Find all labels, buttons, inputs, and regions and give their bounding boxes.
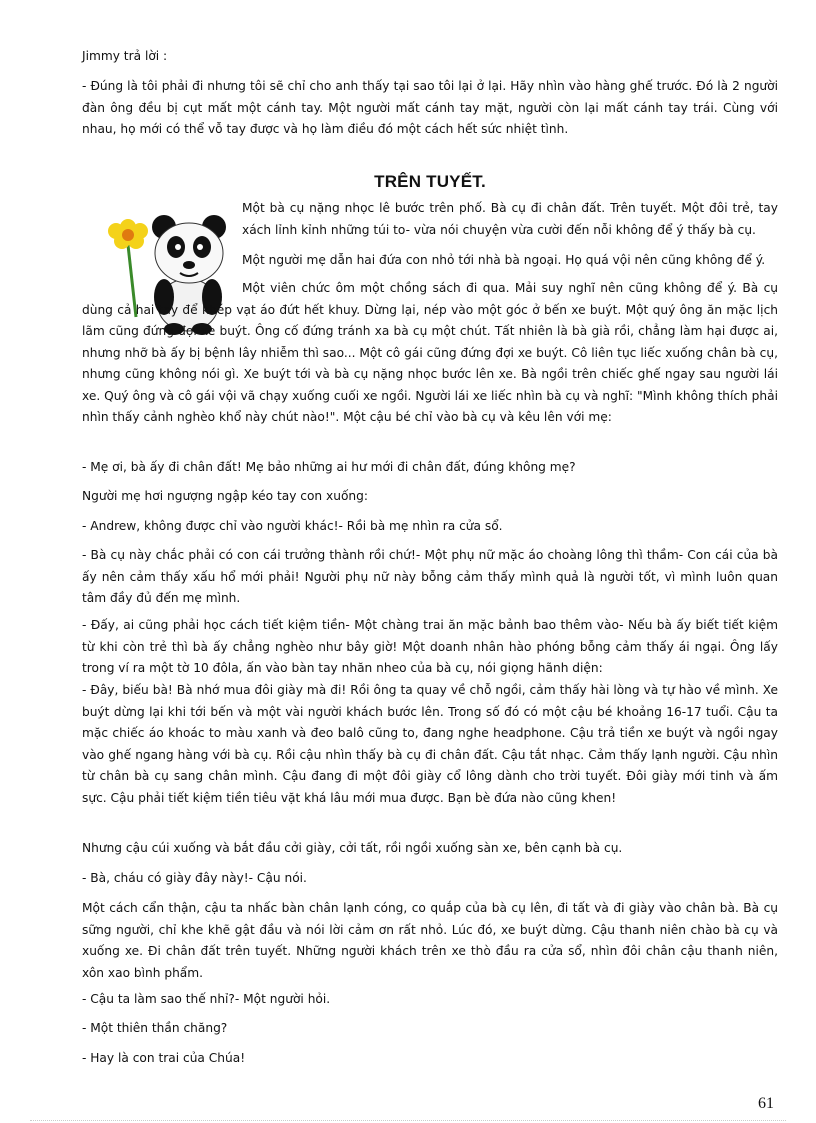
story-paragraph-13: - Cậu ta làm sao thế nhỉ?- Một người hỏi. bbox=[82, 992, 331, 1006]
story-paragraph-7: - Bà cụ này chắc phải có con cái trưởng thành rồi chứ!- Một phụ nữ mặc áo choàng lông thì thầm- Con cái của bà ấy nên cảm thấy xấu hổ mới phải! Người phụ nữ này bỗng cảm thấy mình quả là người tốt, vì mình luôn quan tâm đầy đủ đến mẹ mình. bbox=[82, 548, 778, 605]
story-paragraph-2: Một người mẹ dẫn hai đứa con nhỏ tới nhà bà ngoại. Họ quá vội nên cũng không để ý. bbox=[242, 253, 766, 267]
story-paragraph-6: - Andrew, không được chỉ vào người khác!- Rồi bà mẹ nhìn ra cửa sổ. bbox=[82, 519, 503, 533]
story-title: TRÊN TUYẾT. bbox=[374, 172, 486, 191]
footer-divider bbox=[30, 1120, 786, 1121]
story-paragraph-11: - Bà, cháu có giày đây này!- Cậu nói. bbox=[82, 871, 307, 885]
story-paragraph-5: Người mẹ hơi ngượng ngập kéo tay con xuống: bbox=[82, 489, 368, 503]
story-paragraph-10: Nhưng cậu cúi xuống và bắt đầu cởi giày, cởi tất, rồi ngồi xuống sàn xe, bên cạnh bà cụ. bbox=[82, 841, 623, 855]
story-paragraph-1: Một bà cụ nặng nhọc lê bước trên phố. Bà cụ đi chân đất. Trên tuyết. Một đôi trẻ, tay xách lỉnh kỉnh những túi to- vừa nói chuyện vừa cười đến nỗi không để ý thấy bà cụ. bbox=[242, 201, 778, 237]
story-paragraph-4: - Mẹ ơi, bà ấy đi chân đất! Mẹ bảo những ai hư mới đi chân đất, đúng không mẹ? bbox=[82, 460, 576, 474]
story-paragraph-12: Một cách cẩn thận, cậu ta nhấc bàn chân lạnh cóng, co quắp của bà cụ lên, đi tất và đi giày vào chân bà. Bà cụ sững người, chỉ khe khẽ gật đầu và nói lời cảm ơn rất nhỏ. Lúc đó, xe buýt dừng. Cậu thanh niên chào bà cụ và xuống xe. Đi chân đất trên tuyết. Những người khách trên xe thò đầu ra cửa sổ, nhìn đôi chân cậu thanh niên, xôn xao bình phẩm. bbox=[82, 901, 778, 980]
story-paragraph-8: - Đấy, ai cũng phải học cách tiết kiệm tiền- Một chàng trai ăn mặc bảnh bao thêm vào- Nếu bà ấy biết tiết kiệm từ khi còn trẻ thì bà ấy chẳng nghèo như bây giờ! Một doanh nhân hào phóng bỗng cảm thấy ái ngại. Ông lấy trong ví ra một tờ 10 đôla, ấn vào bàn tay nhăn nheo của bà cụ, nói giọng hãnh diện: bbox=[82, 618, 778, 675]
paragraph-jimmy-reply: Jimmy trả lời : bbox=[82, 49, 168, 63]
paragraph-jimmy-explanation: - Đúng là tôi phải đi nhưng tôi sẽ chỉ cho anh thấy tại sao tôi lại ở lại. Hãy nhìn vào hàng ghế trước. Đó là 2 người đàn ông đều bị cụt mất một cánh tay. Một người mất cánh tay mặt, người còn lại mất cánh tay trái. Cùng với nhau, họ mới có thể vỗ tay được và họ làm điều đó một cách hết sức nhiệt tình. bbox=[82, 79, 778, 136]
story-paragraph-3: Một viên chức ôm một chồng sách đi qua. Mải suy nghĩ nên cũng không để ý. Bà cụ dùng cả hai tay để khép vạt áo đứt hết khuy. Dừng lại, nép vào một góc ở bến xe buýt. Một quý ông ăn mặc lịch lãm cũng đứng đợi xe buýt. Ông cố đứng tránh xa bà cụ một chút. Tất nhiên là bà già rồi, chẳng làm hại được ai, nhưng nhỡ bà ấy bị bệnh lây nhiễm thì sao... Một cô gái cũng đứng đợi xe buýt. Cô liên tục liếc xuống chân bà cụ, nhưng cũng không nói gì. Xe buýt tới và bà cụ nặng nhọc bước lên xe. Bà ngồi trên chiếc ghế ngay sau người lái xe. Quý ông và cô gái vội vã chạy xuống cuối xe ngồi. Người lái xe liếc nhìn bà cụ và nghĩ: "Mình không thích phải nhìn thấy cảnh nghèo khổ này chút nào!". Một cậu bé chỉ vào bà cụ và kêu lên với mẹ: bbox=[82, 281, 778, 424]
flower-icon bbox=[108, 219, 148, 249]
story-paragraph-9: - Đây, biếu bà! Bà nhớ mua đôi giày mà đi! Rồi ông ta quay về chỗ ngồi, cảm thấy hài lòng và tự hào về mình. Xe buýt dừng lại khi tới bến và một vài người khách bước lên. Trong số đó có một cậu bé khoảng 16-17 tuổi. Cậu ta mặc chiếc áo khoác to màu xanh và đeo balô cũng to, đang nghe headphone. Cậu trả tiền xe buýt và ngồi ngay vào ghế ngang hàng với bà cụ. Rồi cậu nhìn thấy bà cụ đi chân đất. Cậu tắt nhạc. Cảm thấy lạnh người. Cậu nhìn từ chân bà cụ sang chân mình. Cậu đang đi một đôi giày cổ lông dành cho trời tuyết. Đôi giày mới tinh và ấm sực. Cậu phải tiết kiệm tiền tiêu vặt khá lâu mới mua được. Bạn bè đứa nào cũng khen! bbox=[82, 683, 778, 805]
page-number: 61 bbox=[758, 1095, 774, 1112]
story-paragraph-14: - Một thiên thần chăng? bbox=[82, 1021, 228, 1035]
story-paragraph-15: - Hay là con trai của Chúa! bbox=[82, 1051, 246, 1065]
